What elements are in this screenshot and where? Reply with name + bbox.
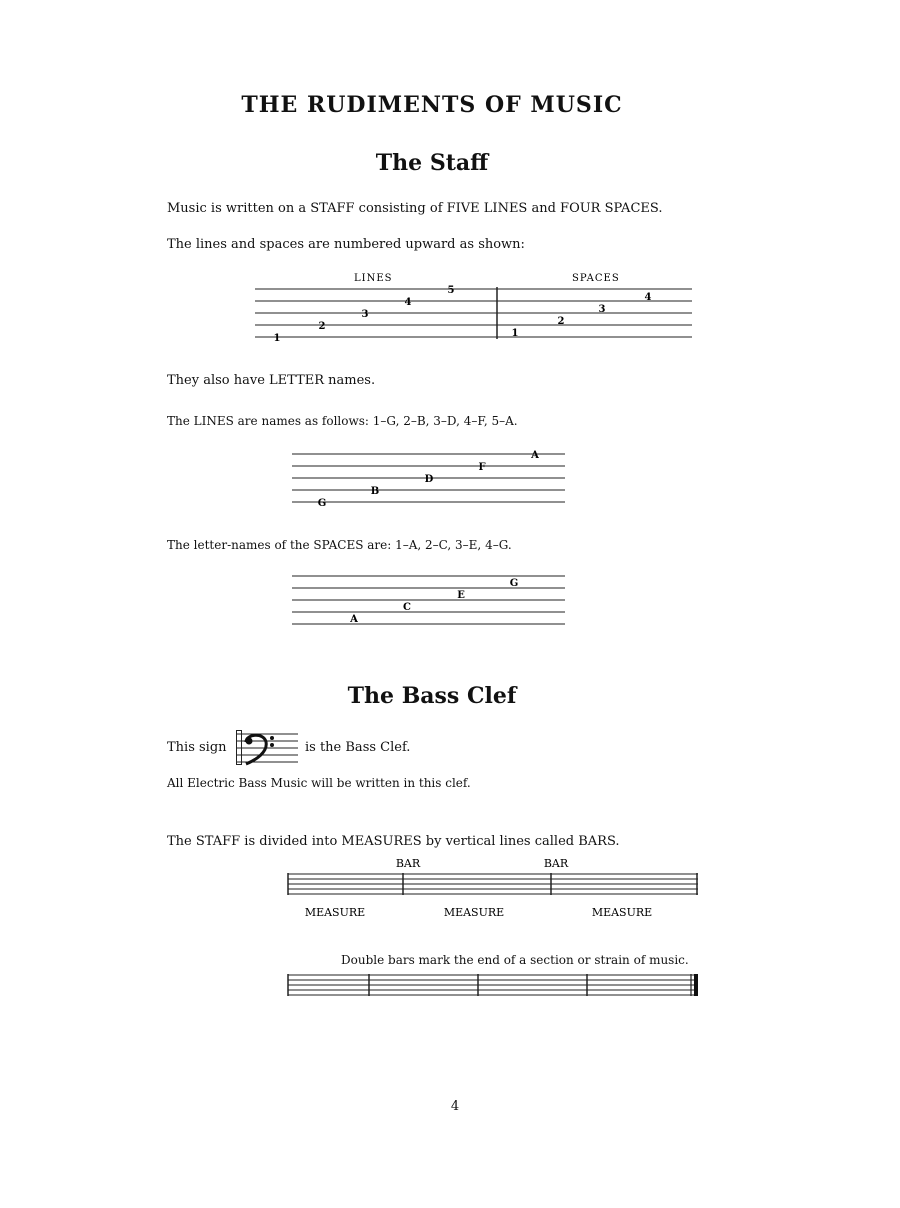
staff-intro-text: Music is written on a STAFF consisting of FIVE LINES and FOUR SPACES. [167, 201, 663, 216]
double-bar-end [694, 974, 698, 996]
page-title: THE RUDIMENTS OF MUSIC [241, 92, 623, 118]
space-number: 2 [557, 316, 565, 327]
space-letters-staff-diagram [290, 570, 570, 632]
space-letter: E [457, 590, 465, 601]
measures-staff-diagram [285, 854, 705, 926]
space-letter: C [403, 602, 411, 613]
measure-label: MEASURE [304, 906, 366, 919]
page-number: 4 [450, 1099, 460, 1114]
double-bar-text: Double bars mark the end of a section or strain of music. [341, 953, 689, 967]
numbered-intro-text: The lines and spaces are numbered upward as shown: [167, 237, 525, 252]
space-letter: G [509, 578, 519, 589]
bass-clef-icon [236, 728, 300, 768]
lines-names-text: The LINES are names as follows: 1–G, 2–B, 3–D, 4–F, 5–A. [167, 414, 518, 428]
line-number: 4 [404, 297, 412, 308]
line-letters-staff-diagram [290, 446, 570, 508]
line-number: 1 [273, 333, 281, 344]
spaces-names-text: The letter-names of the SPACES are: 1–A, 2–C, 3–E, 4–G. [167, 538, 512, 552]
letter-names-intro: They also have LETTER names. [167, 373, 376, 388]
clef-sign-suffix: is the Bass Clef. [305, 740, 411, 755]
bar-label: BAR [395, 857, 421, 870]
clef-sign-prefix: This sign [167, 740, 227, 755]
line-number: 2 [318, 321, 326, 332]
space-letter: A [350, 614, 358, 625]
double-bar-staff-diagram [285, 970, 705, 1004]
numbered-staff-diagram [250, 266, 700, 344]
line-letter: D [424, 474, 434, 485]
line-letter: G [317, 498, 327, 508]
space-number: 1 [511, 328, 519, 339]
line-letter: B [370, 486, 380, 497]
measures-text: The STAFF is divided into MEASURES by vertical lines called BARS. [167, 834, 620, 849]
measure-label: MEASURE [591, 906, 653, 919]
staff-heading: The Staff [375, 150, 489, 176]
bass-clef-heading: The Bass Clef [347, 683, 517, 709]
line-letter: F [478, 462, 486, 473]
line-number: 5 [447, 285, 455, 296]
line-number: 3 [361, 309, 369, 320]
line-letter: A [531, 450, 539, 461]
electric-bass-note: All Electric Bass Music will be written in this clef. [167, 776, 471, 790]
measure-label: MEASURE [443, 906, 505, 919]
space-number: 3 [598, 304, 606, 315]
spaces-label: SPACES [572, 273, 620, 284]
bar-label: BAR [543, 857, 569, 870]
lines-label: LINES [354, 273, 393, 284]
space-number: 4 [644, 292, 652, 303]
